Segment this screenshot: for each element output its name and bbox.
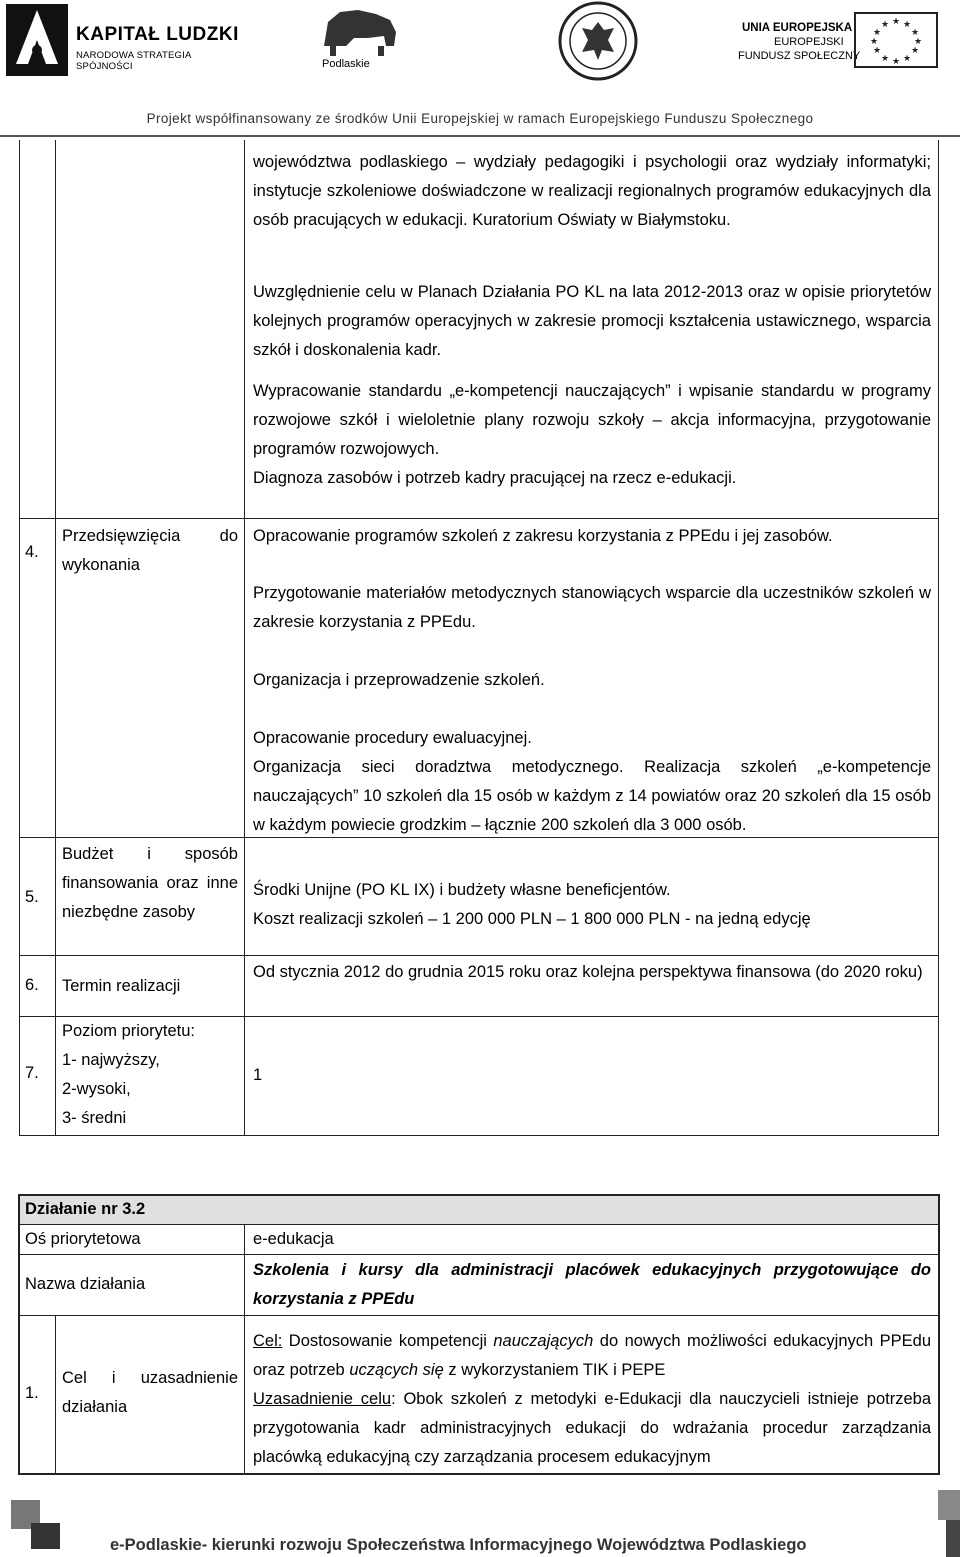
eu-line-2: EUROPEJSKI: [774, 36, 844, 48]
footer-title: e-Podlaskie- kierunki rozwoju Społeczeństwa Informacyjnego Województwa Podlaskiego: [110, 1536, 807, 1554]
kapital-ludzki-logo: [6, 4, 246, 76]
continued-text: województwa podlaskiego – wydziały pedagogiki i psychologii oraz wydziały informatyki; instytucje szkoleniowe doświadczone w realizacji regionalnych programów edukacyjnych dla osób pracujących w edukacji. Kuratorium Oświaty w Białymstoku.: [253, 153, 931, 229]
priority-label-line: Poziom priorytetu:: [62, 1022, 195, 1040]
row-number-4: 4.: [25, 543, 39, 561]
row-number-7: 7.: [25, 1064, 39, 1082]
action-item-4: Opracowanie procedury ewaluacyjnej.: [253, 729, 532, 747]
action-item-3: Organizacja i przeprowadzenie szkoleń.: [253, 671, 545, 689]
footer-bar-icon: [938, 1490, 960, 1520]
paragraph-plans: Uwzględnienie celu w Planach Działania PO KL na lata 2012-2013 oraz w opisie priorytetów kolejnych programów operacyjnych w zakresie promocji kształcenia ustawicznego, wsparcia szkół i doskonalenia kadr.: [253, 283, 931, 359]
eagle-seal-icon: [558, 0, 638, 82]
cofinancing-tagline: Projekt współfinansowany ze środków Unii Europejskiej w ramach Europejskiego Funduszu Społecznego: [146, 111, 814, 126]
svg-text:★: ★: [902, 20, 912, 30]
action-name-value: Szkolenia i kursy dla administracji placówek edukacyjnych przygotowujące do korzystania z PPEdu: [253, 1261, 931, 1308]
svg-text:★: ★: [880, 54, 890, 64]
kapital-ludzki-title: KAPITAŁ LUDZKI: [76, 24, 239, 45]
goal-emphasis: uczących się: [349, 1361, 444, 1379]
row-label-actions: Przedsięwzięcia do wykonania: [62, 527, 238, 574]
row-label-goal: Cel i uzasadnienie działania: [62, 1369, 238, 1416]
university-seal-logo: [558, 0, 638, 82]
action-item-5: Organizacja sieci doradztwa metodycznego. Realizacja szkoleń „e-kompetencje nauczających” 10 szkoleń dla 15 osób w każdym z 14 powiatów oraz 20 szkoleń dla 15 osób w każdym powiecie grodzkim – łącznie 200 szkoleń dla 3 000 osób.: [253, 758, 931, 834]
eu-flag-icon: [854, 12, 938, 68]
action-heading: Działanie nr 3.2: [25, 1200, 146, 1218]
svg-text:★: ★: [869, 37, 879, 47]
axis-label: Oś priorytetowa: [25, 1230, 141, 1248]
footer-square-icon: [31, 1523, 60, 1549]
svg-text:★: ★: [902, 54, 912, 64]
goal-text-part: z wykorzystaniem TIK i PEPE: [443, 1361, 666, 1379]
priority-label-line: 2-wysoki,: [62, 1080, 131, 1098]
row-number-5: 5.: [25, 888, 39, 906]
podlaskie-logo: [318, 6, 402, 74]
priority-label-line: 3- średni: [62, 1109, 127, 1127]
bison-icon: [318, 6, 402, 58]
svg-text:★: ★: [891, 17, 901, 27]
row-label-deadline: Termin realizacji: [62, 977, 181, 995]
goal-text-part: Dostosowanie kompetencji: [282, 1332, 494, 1350]
budget-line-1: Środki Unijne (PO KL IX) i budżety własne beneficjentów.: [253, 881, 671, 899]
svg-text:★: ★: [872, 46, 882, 56]
axis-value: e-edukacja: [253, 1230, 334, 1248]
kapital-ludzki-subtitle: NARODOWA STRATEGIA SPÓJNOŚCI: [76, 50, 191, 72]
priority-label-line: 1- najwyższy,: [62, 1051, 160, 1069]
row-label-priority: [62, 1017, 238, 1133]
deadline-value: Od stycznia 2012 do grudnia 2015 roku oraz kolejna perspektywa finansowa (do 2020 roku): [253, 963, 923, 981]
budget-line-2: Koszt realizacji szkoleń – 1 200 000 PLN – 1 800 000 PLN - na jedną edycję: [253, 910, 811, 928]
svg-text:★: ★: [913, 37, 923, 47]
footer-bar-icon: [946, 1520, 960, 1557]
podlaskie-label: Podlaskie: [322, 58, 370, 70]
paragraph-standard: Wypracowanie standardu „e-kompetencji nauczających” i wpisanie standardu w programy rozwojowe szkół i wieloletnie plany rozwoju szkoły – akcja informacyjna, przygotowanie programów rozwojowych.: [253, 382, 931, 458]
row-number-6: 6.: [25, 976, 39, 994]
paragraph-diagnosis: Diagnoza zasobów i potrzeb kadry pracującej na rzecz e-edukacji.: [253, 469, 737, 487]
goal-text-part: do nowych możliwości edukacyjnych PPEdu oraz potrzeb: [253, 1332, 931, 1379]
svg-text:★: ★: [872, 28, 882, 38]
justification-text: [253, 1385, 931, 1472]
goal-label: Cel:: [253, 1332, 283, 1350]
header-divider: [0, 135, 960, 137]
priority-value: 1: [253, 1066, 263, 1084]
row-label-budget: Budżet i sposób finansowania oraz inne niezbędne zasoby: [62, 845, 238, 921]
eu-line-3: FUNDUSZ SPOŁECZNY: [738, 50, 861, 62]
row-number-1: 1.: [25, 1384, 39, 1402]
action-item-2: Przygotowanie materiałów metodycznych stanowiących wsparcie dla uczestników szkoleń w zakresie korzystania z PPEdu.: [253, 584, 931, 631]
action-item-1: Opracowanie programów szkoleń z zakresu korzystania z PPEdu i jej zasobów.: [253, 527, 833, 545]
eu-line-1: UNIA EUROPEJSKA: [742, 22, 853, 34]
svg-text:★: ★: [910, 46, 920, 56]
svg-text:★: ★: [880, 20, 890, 30]
svg-text:★: ★: [891, 57, 901, 66]
justification-body: : Obok szkoleń z metodyki e-Edukacji dla nauczycieli istnieje potrzeba przygotowania kadr administracyjnych edukacji do wdrażania procedur zarządzania placówką edukacyjną czy zarządzania procesem edukacyjnym: [253, 1390, 931, 1466]
svg-text:★: ★: [910, 28, 920, 38]
eu-logo: [738, 8, 943, 72]
justification-label: Uzasadnienie celu: [253, 1390, 392, 1408]
action-name-label: Nazwa działania: [25, 1275, 146, 1293]
goal-emphasis: nauczających: [493, 1332, 594, 1350]
goal-text: [253, 1327, 931, 1385]
kapital-ludzki-emblem-icon: [6, 4, 68, 76]
